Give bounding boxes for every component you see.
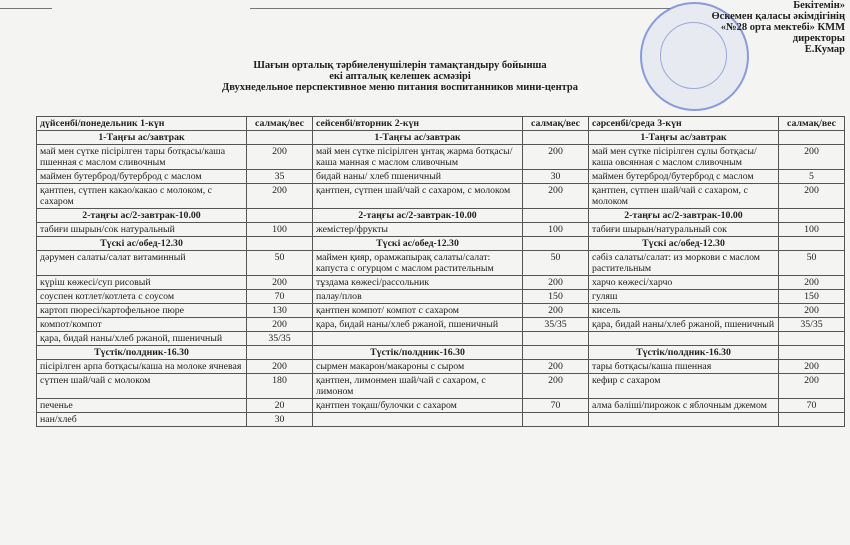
weight-cell: 200 [523,276,589,290]
dish-cell: қантпен, сүтпен какао/какао с молоком, с сахаром [37,184,247,209]
dish-cell: жемістер/фрукты [313,223,523,237]
weight-cell: 200 [247,318,313,332]
dish-cell: қара, бидай наны/хлеб ржаной, пшеничный [313,318,523,332]
dish-cell: табиғи шырын/натуральный сок [589,223,779,237]
weight-cell: 150 [779,290,845,304]
table-row [37,184,845,209]
dish-cell: дәрумен салаты/салат витаминный [37,251,247,276]
table-row [37,399,845,413]
header-day1: дүйсенбі/понедельник 1-күн [37,117,247,131]
dish-cell: күріш көжесі/суп рисовый [37,276,247,290]
weight-cell: 150 [523,290,589,304]
approval-line: директоры [792,33,845,44]
dish-cell: маймен бутерброд/бутерброд с маслом [37,170,247,184]
dish-cell: маймен бутерброд/бутерброд с маслом [589,170,779,184]
table-row [37,304,845,318]
weight-cell: 200 [779,276,845,290]
table-row [37,276,845,290]
dish-cell: бидай наны/ хлеб пшеничный [313,170,523,184]
dish-cell: маймен қияр, орамжапырақ салаты/салат: капуста с огурцом с маслом растительным [313,251,523,276]
section-title: Түскі ас/обед-12.30 [589,237,779,251]
approval-line: Е.Кумар [804,44,845,55]
section-header-row [37,237,845,251]
dish-cell: сәбіз салаты/салат: из моркови с маслом растительным [589,251,779,276]
weight-cell: 100 [523,223,589,237]
dish-cell [589,413,779,427]
table-row [37,145,845,170]
weight-cell: 30 [247,413,313,427]
section-weight-cell [523,237,589,251]
dish-cell: сүтпен шай/чай с молоком [37,374,247,399]
approval-block [625,0,845,55]
weight-cell: 200 [247,184,313,209]
table-row [37,223,845,237]
dish-cell: кисель [589,304,779,318]
dish-cell: тұздама көжесі/рассольник [313,276,523,290]
weight-cell: 200 [247,145,313,170]
heading-line: Двухнедельное перспективное меню питания воспитанников мини-центра [221,82,578,93]
table-row [37,360,845,374]
section-title: 2-таңғы ас/2-завтрак-10.00 [37,209,247,223]
section-weight-cell [779,209,845,223]
dish-cell: қара, бидай наны/хлеб ржаной, пшеничный [589,318,779,332]
section-weight-cell [523,209,589,223]
header-day2: сейсенбі/вторник 2-күн [313,117,523,131]
dish-cell: компот/компот [37,318,247,332]
dish-cell: гуляш [589,290,779,304]
header-day3: сәрсенбі/среда 3-күн [589,117,779,131]
weight-cell [779,413,845,427]
section-title: 2-таңғы ас/2-завтрак-10.00 [589,209,779,223]
weight-cell: 200 [523,374,589,399]
menu-table [36,116,845,427]
table-row [37,251,845,276]
weight-cell: 30 [523,170,589,184]
weight-cell [523,413,589,427]
section-title: 1-Таңғы ас/завтрак [313,131,523,145]
section-weight-cell [523,131,589,145]
dish-cell: сырмен макарон/макароны с сыром [313,360,523,374]
dish-cell [313,332,523,346]
dish-cell: май мен сүтке пісірілген сұлы ботқасы/каша овсянная с маслом сливочным [589,145,779,170]
section-title: Түстік/полдник-16.30 [589,346,779,360]
dish-cell: харчо көжесі/харчо [589,276,779,290]
dish-cell: нан/хлеб [37,413,247,427]
dish-cell [589,332,779,346]
section-title: Түскі ас/обед-12.30 [313,237,523,251]
section-title: 1-Таңғы ас/завтрак [589,131,779,145]
weight-cell: 200 [523,145,589,170]
dish-cell: май мен сүтке пісірілген ұнтақ жарма ботқасы/каша манная с маслом сливочным [313,145,523,170]
weight-cell: 50 [779,251,845,276]
section-weight-cell [779,237,845,251]
weight-cell: 100 [247,223,313,237]
dish-cell: қантпен, лимонмен шай/чай с сахаром, с лимоном [313,374,523,399]
section-title: 2-таңғы ас/2-завтрак-10.00 [313,209,523,223]
weight-cell: 200 [779,304,845,318]
table-row [37,318,845,332]
weight-cell: 200 [779,360,845,374]
section-title: 1-Таңғы ас/завтрак [37,131,247,145]
weight-cell: 50 [247,251,313,276]
section-title: Түстік/полдник-16.30 [37,346,247,360]
weight-cell: 200 [247,276,313,290]
dish-cell: печенье [37,399,247,413]
weight-cell: 5 [779,170,845,184]
weight-cell: 100 [779,223,845,237]
weight-cell: 130 [247,304,313,318]
dish-cell: қантпен компот/ компот с сахаром [313,304,523,318]
approval-line: Өскемен қаласы әкімдігінің [711,11,845,22]
weight-cell: 200 [779,184,845,209]
section-weight-cell [247,131,313,145]
approval-line: Бекітемін» [793,0,845,11]
header-weight3: салмақ/вес [779,117,845,131]
table-row [37,374,845,399]
dish-cell [313,413,523,427]
dish-cell: кефир с сахаром [589,374,779,399]
menu-body [37,131,845,427]
weight-cell: 200 [523,184,589,209]
dish-cell: палау/плов [313,290,523,304]
section-weight-cell [247,346,313,360]
section-weight-cell [779,131,845,145]
weight-cell: 200 [779,374,845,399]
dish-cell: алма бәліші/пирожок с яблочным джемом [589,399,779,413]
weight-cell [779,332,845,346]
section-weight-cell [523,346,589,360]
weight-cell: 180 [247,374,313,399]
header-weight2: салмақ/вес [523,117,589,131]
weight-cell: 35/35 [247,332,313,346]
dish-cell: соуспен котлет/котлета с соусом [37,290,247,304]
top-rule-left [0,8,52,9]
weight-cell [523,332,589,346]
table-header-row [37,117,845,131]
heading-line: екі апталық келешек асмәзірі [329,71,471,82]
section-title: Түскі ас/обед-12.30 [37,237,247,251]
section-weight-cell [779,346,845,360]
section-header-row [37,131,845,145]
section-weight-cell [247,209,313,223]
dish-cell: тары ботқасы/каша пшенная [589,360,779,374]
dish-cell: қантпен тоқаш/булочки с сахаром [313,399,523,413]
weight-cell: 200 [779,145,845,170]
weight-cell: 70 [779,399,845,413]
dish-cell: май мен сүтке пісірілген тары ботқасы/каша пшенная с маслом сливочным [37,145,247,170]
weight-cell: 200 [523,304,589,318]
dish-cell: қантпен, сүтпен шай/чай с сахаром, с молоком [313,184,523,209]
dish-cell: табиғи шырын/сок натуральный [37,223,247,237]
table-row [37,170,845,184]
weight-cell: 35 [247,170,313,184]
heading-line: Шағын орталық тәрбиеленушілерін тамақтандыру бойынша [253,60,547,71]
section-title: Түстік/полдник-16.30 [313,346,523,360]
weight-cell: 200 [523,360,589,374]
weight-cell: 35/35 [523,318,589,332]
dish-cell: қара, бидай наны/хлеб ржаной, пшеничный [37,332,247,346]
weight-cell: 35/35 [779,318,845,332]
document-heading [150,60,650,93]
dish-cell: қантпен, сүтпен шай/чай с сахаром, с молоком [589,184,779,209]
top-rule-right [250,8,670,9]
dish-cell: картоп пюресі/картофельное пюре [37,304,247,318]
table-row [37,290,845,304]
table-row [37,413,845,427]
dish-cell: пісірілген арпа ботқасы/каша на молоке ячневая [37,360,247,374]
table-row [37,332,845,346]
section-header-row [37,209,845,223]
weight-cell: 20 [247,399,313,413]
section-weight-cell [247,237,313,251]
weight-cell: 200 [247,360,313,374]
weight-cell: 70 [523,399,589,413]
approval-line: «№28 орта мектебі» КММ [720,22,845,33]
weight-cell: 50 [523,251,589,276]
weight-cell: 70 [247,290,313,304]
section-header-row [37,346,845,360]
header-weight1: салмақ/вес [247,117,313,131]
